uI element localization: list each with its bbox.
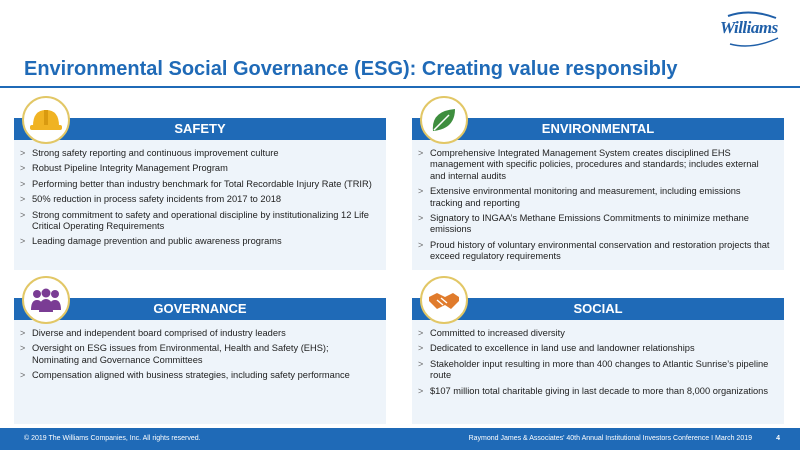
list-item: > Performing better than industry benchmark for Total Recordable Injury Rate (TRIR)	[18, 179, 376, 190]
page-title: Environmental Social Governance (ESG): Creating value responsibly	[24, 58, 678, 80]
list-item: > Oversight on ESG issues from Environmental, Health and Safety (EHS); Nominating and Governance Committees	[18, 343, 376, 366]
hard-hat-icon	[22, 96, 70, 144]
people-group-icon	[22, 276, 70, 324]
social-list	[412, 328, 784, 401]
handshake-icon	[420, 276, 468, 324]
list-item: > Compensation aligned with business strategies, including safety performance	[18, 370, 376, 381]
safety-list	[14, 148, 386, 252]
list-item: > Proud history of voluntary environmental conservation and restoration projects that exceed regulatory requirements	[416, 240, 774, 263]
safety-panel	[14, 96, 386, 270]
footer-event: Raymond James & Associates' 40th Annual Institutional Investors Conference I March 2019	[468, 435, 752, 442]
list-item: > Comprehensive Integrated Management System creates disciplined EHS management with specific policies, procedures and standards; includes external and internal audits	[416, 148, 774, 182]
governance-heading: GOVERNANCE	[14, 298, 386, 320]
list-item: > Stakeholder input resulting in more than 400 changes to Atlantic Sunrise’s pipeline route	[416, 359, 774, 382]
governance-list	[14, 328, 386, 386]
environmental-heading: ENVIRONMENTAL	[412, 118, 784, 140]
safety-heading: SAFETY	[14, 118, 386, 140]
williams-logo	[720, 10, 782, 48]
list-item: > Strong commitment to safety and operational discipline by institutionalizing 12 Life Critical Operating Requirements	[18, 210, 376, 233]
environmental-panel	[412, 96, 784, 270]
environmental-list	[412, 148, 784, 267]
title-divider	[0, 86, 800, 88]
social-heading: SOCIAL	[412, 298, 784, 320]
leaf-icon	[420, 96, 468, 144]
list-item: > Dedicated to excellence in land use and landowner relationships	[416, 343, 774, 354]
governance-panel	[14, 276, 386, 424]
list-item: > Leading damage prevention and public awareness programs	[18, 236, 376, 247]
page-number: 4	[776, 435, 780, 442]
list-item: > $107 million total charitable giving in last decade to more than 8,000 organizations	[416, 386, 774, 397]
list-item: > Strong safety reporting and continuous improvement culture	[18, 148, 376, 159]
list-item: > Committed to increased diversity	[416, 328, 774, 339]
social-panel	[412, 276, 784, 424]
footer-copyright: © 2019 The Williams Companies, Inc. All rights reserved.	[24, 435, 201, 442]
list-item: > 50% reduction in process safety incidents from 2017 to 2018	[18, 194, 376, 205]
logo-wordmark: Williams	[720, 18, 778, 37]
list-item: > Robust Pipeline Integrity Management Program	[18, 163, 376, 174]
list-item: > Diverse and independent board comprised of industry leaders	[18, 328, 376, 339]
list-item: > Signatory to INGAA’s Methane Emissions Commitments to minimize methane emissions	[416, 213, 774, 236]
list-item: > Extensive environmental monitoring and measurement, including emissions tracking and reporting	[416, 186, 774, 209]
footer-bar	[0, 428, 800, 450]
